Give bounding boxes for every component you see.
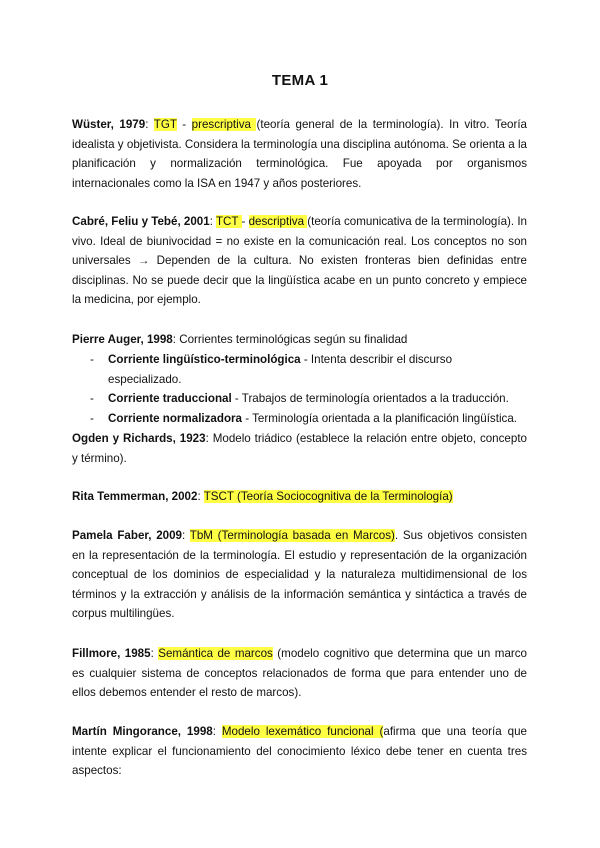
highlight: TGT — [153, 118, 177, 131]
highlight: TCT — [215, 215, 242, 228]
entry-author: Ogden y Richards, 1923 — [72, 432, 206, 445]
entry-author: Rita Temmerman, 2002 — [72, 490, 198, 503]
entry-temmerman: Rita Temmerman, 2002: TSCT (Teoría Sociocognitiva de la Terminología) — [72, 490, 453, 503]
highlight: descriptiva — [248, 215, 308, 228]
entry-author: Fillmore, 1985 — [72, 647, 151, 660]
entry-author: Pierre Auger, 1998 — [72, 333, 173, 346]
highlight: Modelo lexemático funcional ( — [221, 725, 384, 738]
entry-wuster: Wüster, 1979: TGT - prescriptiva (teoría general de la terminología). In vitro. Teoría idealista y objetivista. Considera la terminología una disciplina autónoma. Se orienta a la planificación y normalización terminológica. Fue apoyada por organismos internacionales como la ISA en 1947 y años posteriores. — [72, 118, 527, 190]
entry-author: Martín Mingorance, 1998 — [72, 725, 213, 738]
list-item: - Corriente lingüístico-terminológica - Intenta describir el discurso especializado. — [90, 353, 453, 386]
entry-auger: Pierre Auger, 1998: Corrientes terminológicas según su finalidad — [72, 333, 408, 346]
entry-mingorance: Martín Mingorance, 1998: Modelo lexemático funcional (afirma que una teoría que intente explicar el funcionamiento del conocimiento léxico debe tener en cuenta tres aspectos: — [72, 725, 527, 778]
list-item: - Corriente traduccional - Trabajos de terminología orientados a la traducción. — [90, 392, 509, 406]
list-item: - Corriente normalizadora - Terminología orientada a la planificación lingüística. — [90, 411, 517, 425]
entry-author: Wüster, 1979 — [72, 118, 146, 131]
entry-ogden-richards: Ogden y Richards, 1923: Modelo triádico (establece la relación entre objeto, concepto y término). — [72, 432, 527, 465]
entry-author: Cabré, Feliu y Tebé, 2001 — [72, 215, 210, 228]
page-title: TEMA 1 — [271, 72, 329, 89]
highlight: Semántica de marcos — [158, 647, 273, 660]
entry-fillmore: Fillmore, 1985: Semántica de marcos (modelo cognitivo que determina que un marco es cualquier sistema de conceptos relacionados de forma que para entender uno de ellos debemos entender el resto de marcos). — [72, 647, 527, 700]
entry-author: Pamela Faber, 2009 — [72, 529, 183, 542]
highlight: TbM (Terminología basada en Marcos) — [189, 529, 395, 542]
highlight: prescriptiva — [191, 118, 257, 131]
entry-cabre: Cabré, Feliu y Tebé, 2001: TCT - descriptiva (teoría comunicativa de la terminología). In vivo. Ideal de biunivocidad = no existe en la comunicación real. Los conceptos no son universales → Dependen de la cultura. No existen fronteras bien definidas entre disciplinas. No se puede decir que la lingüística acabe en un punto concreto y empiece la medicina, por ejemplo. — [72, 215, 528, 307]
highlight: TSCT (Teoría Sociocognitiva de la Terminología) — [203, 490, 453, 503]
entry-faber: Pamela Faber, 2009: TbM (Terminología basada en Marcos). Sus objetivos consisten en la representación de la terminología. El estudio y representación de la organización conceptual de los dominios de especialidad y la naturaleza multidimensional de los términos y la extracción y análisis de la información semántica y sintáctica a través de corpus multilingües. — [72, 529, 528, 621]
corrientes-list — [72, 350, 527, 428]
